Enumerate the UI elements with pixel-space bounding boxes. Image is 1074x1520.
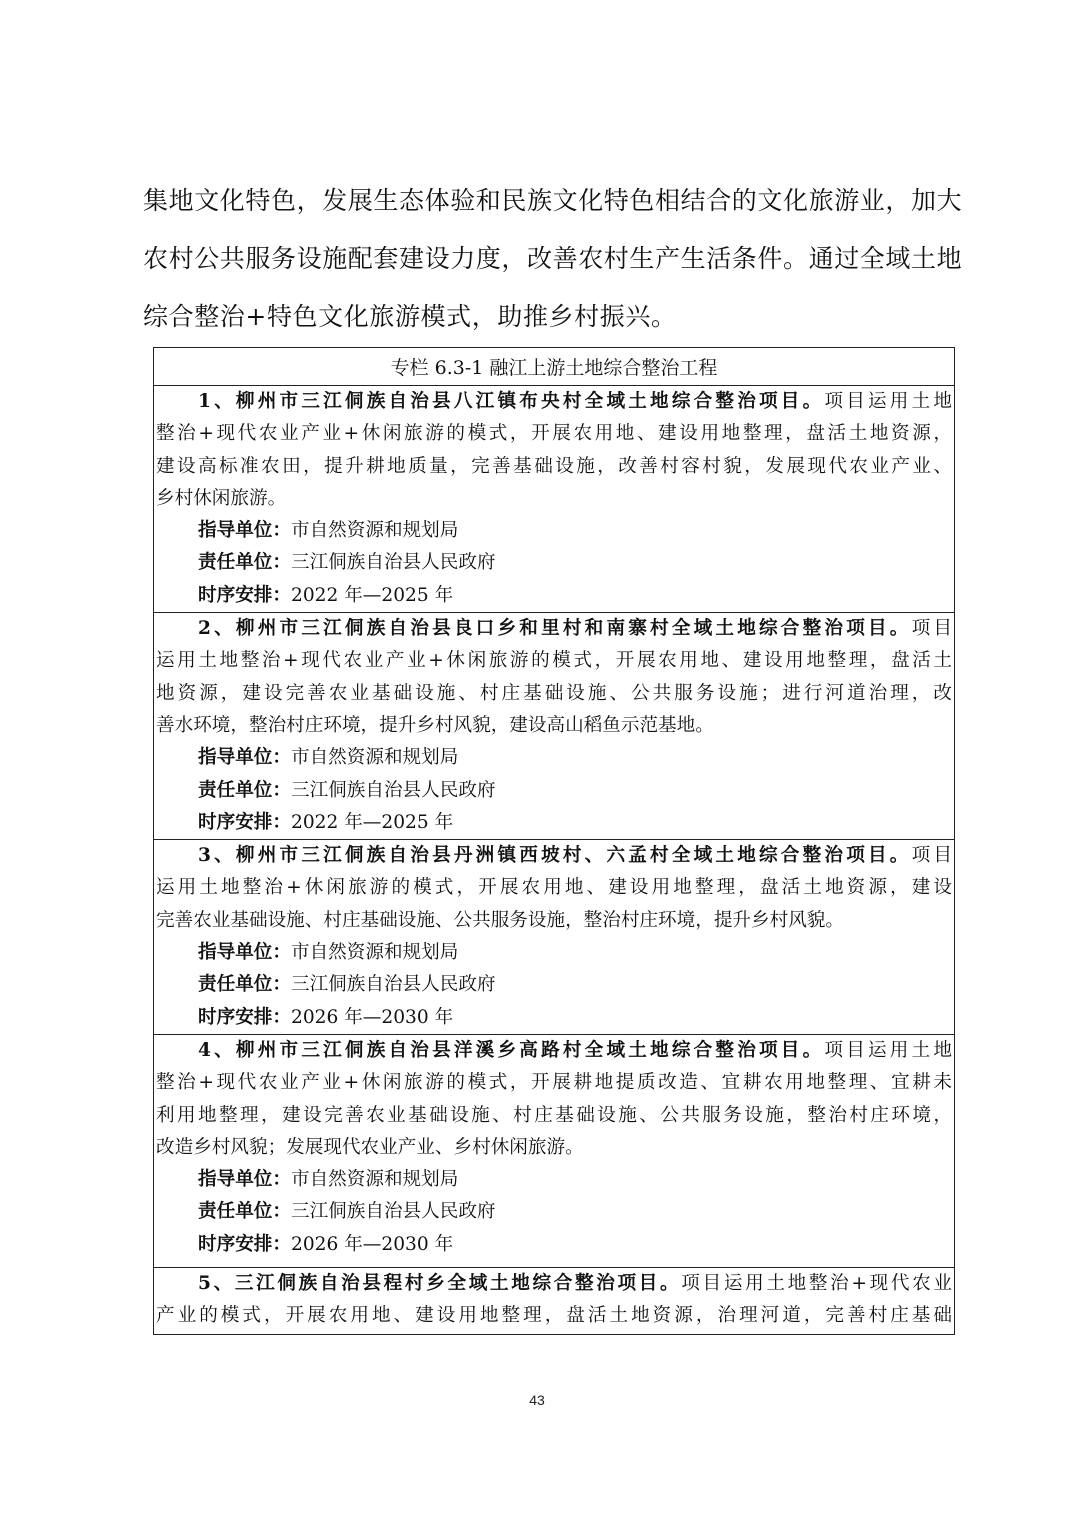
project-entry (154, 1035, 954, 1268)
time-label: 时序安排： (198, 811, 291, 833)
guide-unit (154, 1164, 954, 1196)
intro-line: 集地文化特色，发展生态体验和民族文化特色相结合的文化旅游业，加大 (143, 186, 963, 215)
resp-value: 三江侗族自治县人民政府 (290, 1201, 496, 1223)
project-line (154, 386, 954, 418)
project-text: 项目运用土地 (824, 391, 952, 412)
project-line: 整治+现代农业产业+休闲旅游的模式，开展耕地提质改造、宜耕农用地整理、宜耕未 (156, 1072, 952, 1094)
project-line (154, 1035, 954, 1067)
project-heading: 1、柳州市三江侗族自治县八江镇布央村全域土地综合整治项目。 (198, 391, 825, 412)
guide-value: 市自然资源和规划局 (290, 747, 459, 769)
responsible-unit (154, 775, 954, 807)
project-heading: 3、柳州市三江侗族自治县丹洲镇西坡村、六孟村全域土地综合整治项目。 (198, 845, 912, 867)
time-value: 2026 年—2030 年 (290, 1233, 454, 1255)
project-line: 运用土地整治+现代农业产业+休闲旅游的模式，开展农用地、建设用地整理，盘活土 (156, 650, 952, 672)
schedule (154, 807, 954, 839)
resp-value: 三江侗族自治县人民政府 (290, 552, 496, 574)
time-label: 时序安排： (198, 584, 291, 606)
guide-value: 市自然资源和规划局 (290, 520, 459, 542)
project-heading: 5、三江侗族自治县程村乡全域土地综合整治项目。 (198, 1272, 682, 1294)
schedule (154, 1229, 954, 1267)
time-label: 时序安排： (198, 1233, 291, 1255)
time-value: 2022 年—2025 年 (290, 811, 454, 833)
page-number: 43 (529, 1392, 545, 1408)
project-line: 改造乡村风貌；发展现代农业产业、乡村休闲旅游。 (156, 1136, 584, 1158)
guide-label: 指导单位： (198, 520, 291, 542)
guide-unit (154, 937, 954, 969)
intro-paragraph (143, 172, 963, 346)
resp-value: 三江侗族自治县人民政府 (290, 779, 496, 801)
project-entry (154, 613, 954, 840)
responsible-unit (154, 969, 954, 1001)
project-line (154, 613, 954, 645)
project-line (154, 1268, 954, 1300)
project-text: 项目运用土地 (824, 1039, 952, 1061)
resp-label: 责任单位： (198, 552, 291, 574)
project-line: 善水环境，整治村庄环境，提升乡村风貌，建设高山稻鱼示范基地。 (156, 714, 714, 736)
time-value: 2022 年—2025 年 (290, 584, 454, 606)
responsible-unit (154, 1196, 954, 1228)
intro-line: 农村公共服务设施配套建设力度，改善农村生产生活条件。通过全域土地 (143, 244, 963, 273)
intro-line: 综合整治+特色文化旅游模式，助推乡村振兴。 (143, 302, 677, 331)
project-entry (154, 386, 954, 613)
resp-label: 责任单位： (198, 1201, 291, 1223)
project-entry (154, 840, 954, 1035)
project-heading: 4、柳州市三江侗族自治县洋溪乡高路村全域土地综合整治项目。 (198, 1039, 825, 1061)
responsible-unit (154, 547, 954, 579)
project-line: 乡村休闲旅游。 (156, 487, 287, 509)
project-line: 整治+现代农业产业+休闲旅游的模式，开展农用地、建设用地整理，盘活土地资源， (156, 423, 952, 445)
guide-label: 指导单位： (198, 942, 291, 964)
time-label: 时序安排： (198, 1006, 291, 1028)
guide-value: 市自然资源和规划局 (290, 1169, 459, 1191)
guide-label: 指导单位： (198, 747, 291, 769)
project-line: 产业的模式，开展农用地、建设用地整理，盘活土地资源，治理河道，完善村庄基础 (156, 1305, 952, 1327)
project-line: 建设高标准农田，提升耕地质量，完善基础设施，改善村容村貌，发展现代农业产业、 (156, 455, 952, 477)
schedule (154, 1002, 954, 1034)
time-value: 2026 年—2030 年 (290, 1006, 454, 1028)
project-line: 完善农业基础设施、村庄基础设施、公共服务设施，整治村庄环境，提升乡村风貌。 (156, 909, 844, 931)
project-line: 运用土地整治+休闲旅游的模式，开展农用地、建设用地整理，盘活土地资源，建设 (156, 877, 952, 899)
guide-label: 指导单位： (198, 1169, 291, 1191)
project-entry (154, 1268, 954, 1333)
guide-unit (154, 742, 954, 774)
guide-value: 市自然资源和规划局 (290, 942, 459, 964)
project-heading: 2、柳州市三江侗族自治县良口乡和里村和南寨村全域土地综合整治项目。 (198, 618, 912, 640)
project-text: 项目 (911, 845, 952, 867)
project-line (154, 840, 954, 872)
resp-value: 三江侗族自治县人民政府 (290, 974, 496, 996)
guide-unit (154, 515, 954, 547)
resp-label: 责任单位： (198, 779, 291, 801)
schedule (154, 580, 954, 612)
project-column-box (153, 347, 955, 1335)
box-title: 专栏 6.3-1 融江上游土地综合整治工程 (154, 348, 954, 386)
project-line: 利用地整理，建设完善农业基础设施、村庄基础设施、公共服务设施，整治村庄环境， (156, 1104, 952, 1126)
resp-label: 责任单位： (198, 974, 291, 996)
project-text: 项目 (911, 618, 952, 640)
project-text: 项目运用土地整治+现代农业 (681, 1272, 952, 1294)
project-line: 地资源，建设完善农业基础设施、村庄基础设施、公共服务设施；进行河道治理，改 (156, 682, 952, 704)
